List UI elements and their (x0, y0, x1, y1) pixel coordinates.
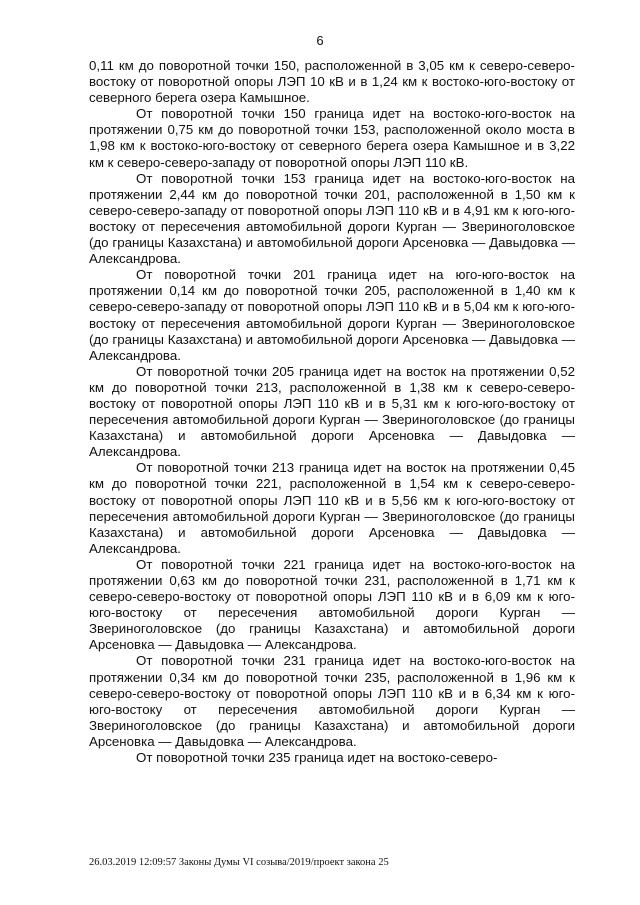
paragraph: От поворотной точки 205 граница идет на восток на протяжении 0,52 км до поворотной точки 213, расположенной в 1,38 км к северо-северо-востоку от поворотной опоры ЛЭП 110 кВ и в 5,31 км к юго-юго-востоку от пересечения автомобильной дороги Курган — Звериноголовское (до границы Казахстана) и автомобильной дороги Арсеновка — Давыдовка — Александрова. (89, 363, 575, 460)
paragraph: От поворотной точки 153 граница идет на востоко-юго-восток на протяжении 2,44 км до поворотной точки 201, расположенной в 1,50 км к северо-северо-западу от поворотной опоры ЛЭП 110 кВ и в 4,91 км к юго-юго-востоку от пересечения автомобильной дороги Курган — Звериноголовское (до границы Казахстана) и автомобильной дороги Арсеновка — Давыдовка — Александрова. (89, 170, 575, 267)
paragraph: От поворотной точки 231 граница идет на востоко-юго-восток на протяжении 0,34 км до поворотной точки 235, расположенной в 1,96 км к северо-северо-востоку от поворотной опоры ЛЭП 110 кВ и в 6,34 км к юго-юго-востоку от пересечения автомобильной дороги Курган — Звериноголовское (до границы Казахстана) и автомобильной дороги Арсеновка — Давыдовка — Александрова. (89, 653, 575, 749)
paragraph: От поворотной точки 201 граница идет на юго-юго-восток на протяжении 0,14 км до поворотной точки 205, расположенной в 1,40 км к северо-северо-западу от поворотной опоры ЛЭП 110 кВ и в 5,04 км к юго-юго-востоку от пересечения автомобильной дороги Курган — Звериноголовское (до границы Казахстана) и автомобильной дороги Арсеновка — Давыдовка — Александрова. (89, 267, 575, 363)
page-number: 6 (316, 33, 324, 48)
paragraph: От поворотной точки 221 граница идет на востоко-юго-восток на протяжении 0,63 км до поворотной точки 231, расположенной в 1,71 км к северо-северо-востоку от поворотной опоры ЛЭП 110 кВ и в 6,09 км к юго-юго-востоку от пересечения автомобильной дороги Курган — Звериноголовское (до границы Казахстана) и автомобильной дороги Арсеновка — Давыдовка — Александрова. (89, 556, 575, 653)
paragraph: От поворотной точки 150 граница идет на востоко-юго-восток на протяжении 0,75 км до поворотной точки 153, расположенной около моста в 1,98 км к востоко-юго-востоку от северного берега озера Камышное и в 3,22 км к северо-северо-западу от поворотной опоры ЛЭП 110 кВ. (89, 106, 575, 170)
paragraph: От поворотной точки 235 граница идет на востоко-северо- (136, 750, 498, 766)
paragraph: От поворотной точки 213 граница идет на восток на протяжении 0,45 км до поворотной точки 221, расположенной в 1,54 км к северо-северо-востоку от поворотной опоры ЛЭП 110 кВ и в 5,56 км к юго-юго-востоку от пересечения автомобильной дороги Курган — Звериноголовское (до границы Казахстана) и автомобильной дороги Арсеновка — Давыдовка — Александрова. (89, 460, 575, 556)
document-body (89, 58, 575, 766)
paragraph: 0,11 км до поворотной точки 150, расположенной в 3,05 км к северо-северо-востоку от поворотной опоры ЛЭП 10 кВ и в 1,24 км к востоко-юго-востоку от северного берега озера Камышное. (89, 58, 575, 106)
document-footer: 26.03.2019 12:09:57 Законы Думы VI созыва/2019/проект закона 25 (89, 857, 389, 868)
